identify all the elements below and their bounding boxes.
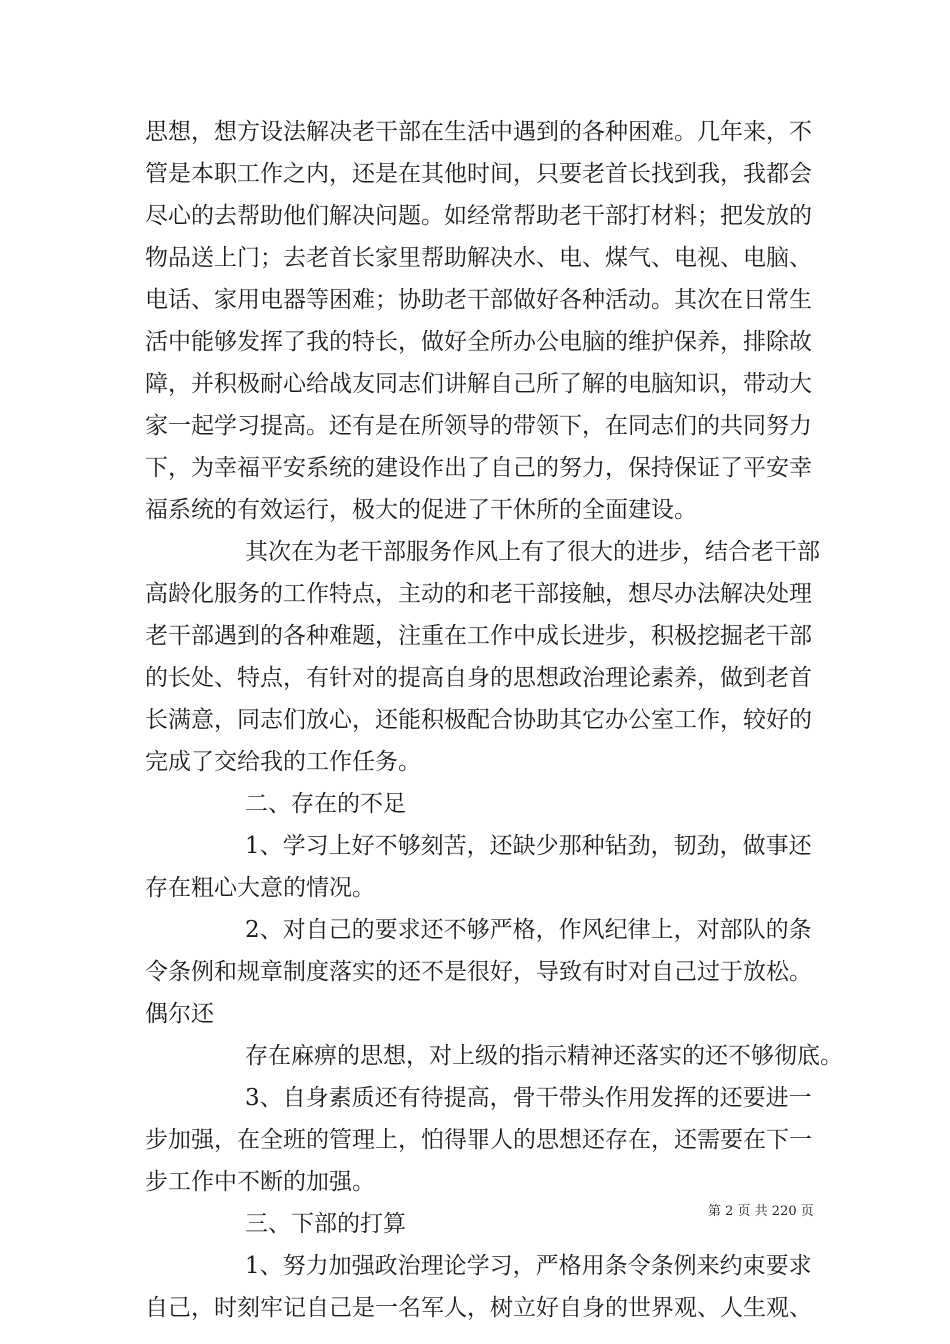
text-line: 偶尔还 (145, 1001, 214, 1027)
text-line: 障，并积极耐心给战友同志们讲解自己所了解的电脑知识，带动大 (145, 371, 812, 397)
text-line: 令条例和规章制度落实的还不是很好，导致有时对自己过于放松。 (145, 959, 812, 985)
text-line: 下，为幸福平安系统的建设作出了自己的努力，保持保证了平安幸 (145, 455, 812, 481)
section-heading: 二、存在的不足 (245, 791, 406, 817)
text-line: 家一起学习提高。还有是在所领导的带领下，在同志们的共同努力 (145, 413, 812, 439)
list-item-first-line: 1、学习上好不够刻苦，还缺少那种钻劲，韧劲，做事还 (245, 833, 812, 859)
text-line: 老干部遇到的各种难题，注重在工作中成长进步，积极挖掘老干部 (145, 623, 812, 649)
text-line: 自己，时刻牢记自己是一名军人，树立好自身的世界观、人生观、 (145, 1295, 812, 1321)
text-line: 思想，想方设法解决老干部在生活中遇到的各种困难。几年来，不 (145, 119, 812, 145)
text-line: 尽心的去帮助他们解决问题。如经常帮助老干部打材料；把发放的 (145, 203, 812, 229)
paragraph-first-line: 存在麻痹的思想，对上级的指示精神还落实的还不够彻底。 (245, 1043, 843, 1069)
text-line: 步工作中不断的加强。 (145, 1169, 375, 1195)
list-item-first-line: 3、自身素质还有待提高，骨干带头作用发挥的还要进一 (245, 1085, 812, 1111)
section-heading: 三、下部的打算 (245, 1211, 406, 1237)
text-line: 管是本职工作之内，还是在其他时间，只要老首长找到我，我都会 (145, 161, 812, 187)
list-item-first-line: 2、对自己的要求还不够严格，作风纪律上，对部队的条 (245, 917, 812, 943)
paragraph-first-line: 其次在为老干部服务作风上有了很大的进步，结合老干部 (245, 539, 820, 565)
text-line: 完成了交给我的工作任务。 (145, 749, 421, 775)
text-line: 存在粗心大意的情况。 (145, 875, 375, 901)
text-line: 步加强，在全班的管理上，怕得罪人的思想还存在，还需要在下一 (145, 1127, 812, 1153)
text-line: 的长处、特点，有针对的提高自身的思想政治理论素养，做到老首 (145, 665, 812, 691)
text-line: 电话、家用电器等困难；协助老干部做好各种活动。其次在日常生 (145, 287, 812, 313)
page-number: 第 2 页 共 220 页 (708, 1204, 814, 1219)
text-line: 福系统的有效运行，极大的促进了干休所的全面建设。 (145, 497, 697, 523)
list-item-first-line: 1、努力加强政治理论学习，严格用条令条例来约束要求 (245, 1253, 812, 1279)
text-line: 物品送上门；去老首长家里帮助解决水、电、煤气、电视、电脑、 (145, 245, 812, 271)
text-line: 长满意，同志们放心，还能积极配合协助其它办公室工作，较好的 (145, 707, 812, 733)
text-line: 活中能够发挥了我的特长，做好全所办公电脑的维护保养，排除故 (145, 329, 812, 355)
text-line: 高龄化服务的工作特点，主动的和老干部接触，想尽办法解决处理 (145, 581, 812, 607)
